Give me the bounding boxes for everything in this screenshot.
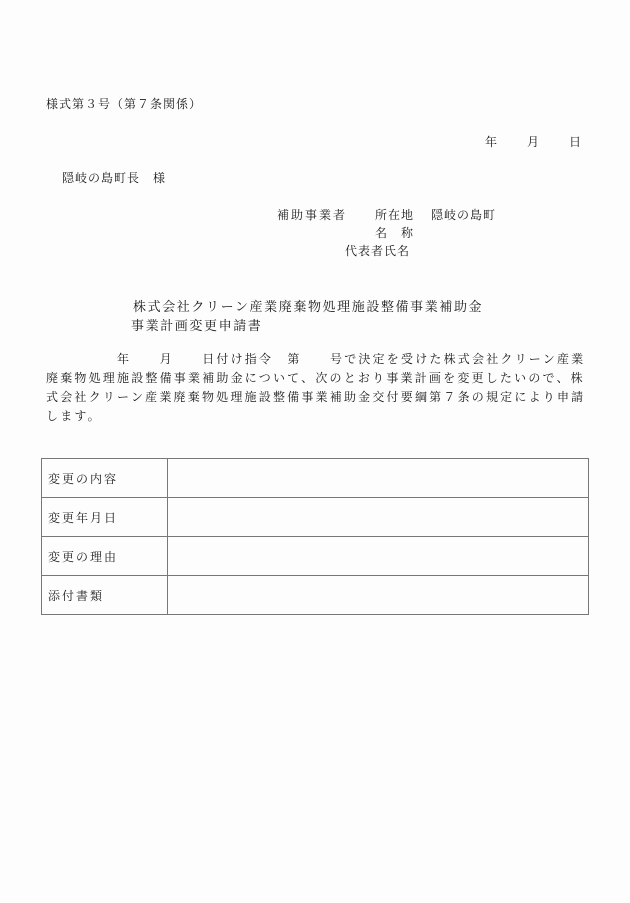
addressee: 隠岐の島町長 様 bbox=[62, 171, 167, 185]
table-row bbox=[42, 576, 589, 615]
row-value-change-content[interactable] bbox=[168, 459, 589, 498]
representative-label: 代表者氏名 bbox=[345, 244, 411, 258]
row-label-change-reason: 変更の理由 bbox=[42, 537, 168, 576]
row-value-change-reason[interactable] bbox=[168, 537, 589, 576]
row-value-attachments[interactable] bbox=[168, 576, 589, 615]
change-details-table bbox=[41, 458, 589, 615]
name-label: 名 称 bbox=[375, 226, 415, 240]
date-year-label: 年 bbox=[485, 135, 498, 149]
body-line: 廃棄物処理施設整備事業補助金について、次のとおり事業計画を変更したいので、株 bbox=[46, 371, 585, 385]
table-row bbox=[42, 498, 589, 537]
row-label-change-content: 変更の内容 bbox=[42, 459, 168, 498]
row-label-attachments: 添付書類 bbox=[42, 576, 168, 615]
applicant-role: 補助事業者 bbox=[277, 208, 348, 222]
date-line bbox=[485, 133, 581, 150]
row-label-change-date: 変更年月日 bbox=[42, 498, 168, 537]
body-line: 年 月 日付け指令 第 号で決定を受けた株式会社クリーン産業 bbox=[46, 352, 586, 366]
location-value: 隠岐の島町 bbox=[431, 208, 497, 222]
body-paragraph bbox=[46, 350, 586, 426]
body-line: します。 bbox=[46, 409, 102, 423]
table-row bbox=[42, 537, 589, 576]
location-label: 所在地 bbox=[375, 208, 415, 222]
date-day-label: 日 bbox=[569, 135, 582, 149]
document-title-line1: 株式会社クリーン産業廃棄物処理施設整備事業補助金 bbox=[133, 300, 484, 315]
date-month-label: 月 bbox=[527, 135, 540, 149]
table-row bbox=[42, 459, 589, 498]
body-line: 式会社クリーン産業廃棄物処理施設整備事業補助金交付要綱第７条の規定により申請 bbox=[46, 390, 586, 404]
document-title-line2: 事業計画変更申請書 bbox=[131, 319, 263, 334]
form-number: 様式第３号（第７条関係） bbox=[46, 97, 203, 111]
row-value-change-date[interactable] bbox=[168, 498, 589, 537]
